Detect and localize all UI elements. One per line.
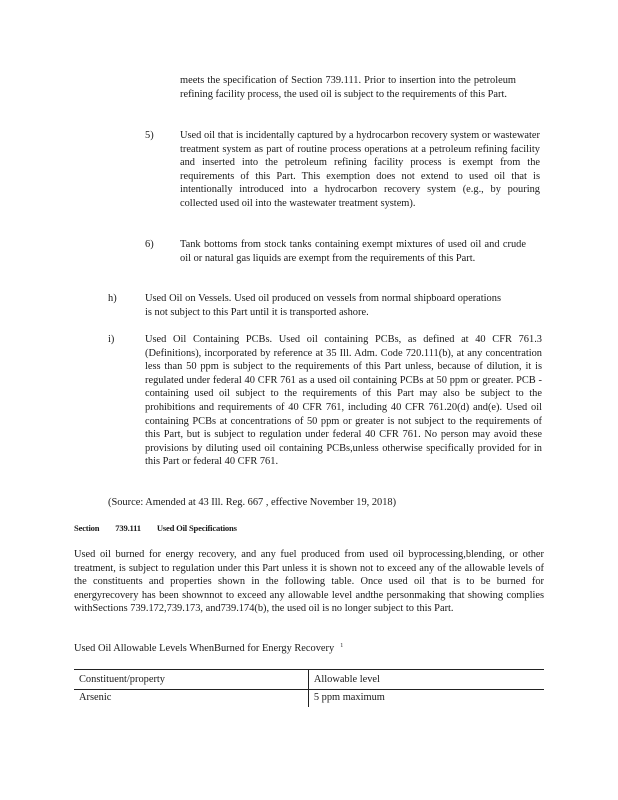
body-paragraph: Used oil burned for energy recovery, and any fuel produced from used oil byprocessing,blending, or other treatment, is subject to regulation under this Part unless it is shown not to exceed any of the allowable levels of the constituents and properties shown in the following table. Once used oil that is to be burned for energyrecovery has been shownnot to exceed any allowable level andthe personmaking that showing complies withSections 739.172,739.173, and739.174(b), the used oil is no longer subject to this Part. xyxy=(74,549,544,615)
item-label-5: 5) xyxy=(145,130,154,141)
cell-allowable-level: 5 ppm maximum xyxy=(308,690,544,708)
item-label-h: h) xyxy=(108,293,117,304)
table-caption xyxy=(74,642,343,656)
footnote-mark: 1 xyxy=(340,643,344,649)
header-constituent: Constituent/property xyxy=(74,670,308,690)
section-heading xyxy=(74,523,251,533)
allowable-levels-table xyxy=(74,669,544,707)
table-header-row xyxy=(74,670,544,690)
section-title: Used Oil Specifications xyxy=(156,523,237,533)
table-caption-text: Used Oil Allowable Levels WhenBurned for Energy Recovery xyxy=(74,643,335,654)
cell-constituent: Arsenic xyxy=(79,692,112,703)
header-allowable-level: Allowable level xyxy=(308,670,544,690)
item-text-h: Used Oil on Vessels. Used oil produced on vessels from normal shipboard operations is not subject to this Part until it is transported ashore. xyxy=(145,293,501,318)
continued-paragraph: meets the specification of Section 739.111. Prior to insertion into the petroleum refining facility process, the used oil is subject to the requirements of this Part. xyxy=(180,75,516,100)
source-note: (Source: Amended at 43 Ill. Reg. 667 , effective November 19, 2018) xyxy=(108,497,397,508)
item-text-5: Used oil that is incidentally captured by a hydrocarbon recovery system or wastewater treatment system as part of routine process operations at a petroleum refining facility and inserted into the petroleum refining facility process is exempt from the requirements of this Part. This exemption does not extend to used oil that is intentionally introduced into a hydrocarbon recovery system (e.g., by pouring collected used oil into the wastewater treatment system). xyxy=(180,130,540,209)
item-text-6: Tank bottoms from stock tanks containing exempt mixtures of used oil and crude oil or natural gas liquids are exempt from the requirements of this Part. xyxy=(180,239,526,264)
section-label: Section xyxy=(74,523,100,533)
item-text-i: Used Oil Containing PCBs. Used oil containing PCBs, as defined at 40 CFR 761.3 (Definitions), incorporated by reference at 35 Ill. Adm. Code 720.111(b), at any concentration less than 50 ppm is subject to the requirements of this Part unless, because of dilution, it is regulated under federal 40 CFR 761 as a used oil containing PCBs at 50 ppm or greater. PCB -containing used oil subject to the requirements of this Part may also be subject to the prohibitions and requirements of 40 CFR 761, including 40 CFR 761.20(d) and(e). Used oil containing PCBs at concentrations of 50 ppm or greater is not subject to the requirements of this Part, but is subject to regulation under federal 40 CFR 761. No person may avoid these provisions by diluting used oil containing PCBs,unless otherwise specifically provided for in this Part or federal 40 CFR 761. xyxy=(145,334,542,468)
item-label-i: i) xyxy=(108,334,115,345)
item-label-6: 6) xyxy=(145,239,154,250)
section-number: 739.111 xyxy=(115,523,141,533)
table-row xyxy=(74,690,544,708)
